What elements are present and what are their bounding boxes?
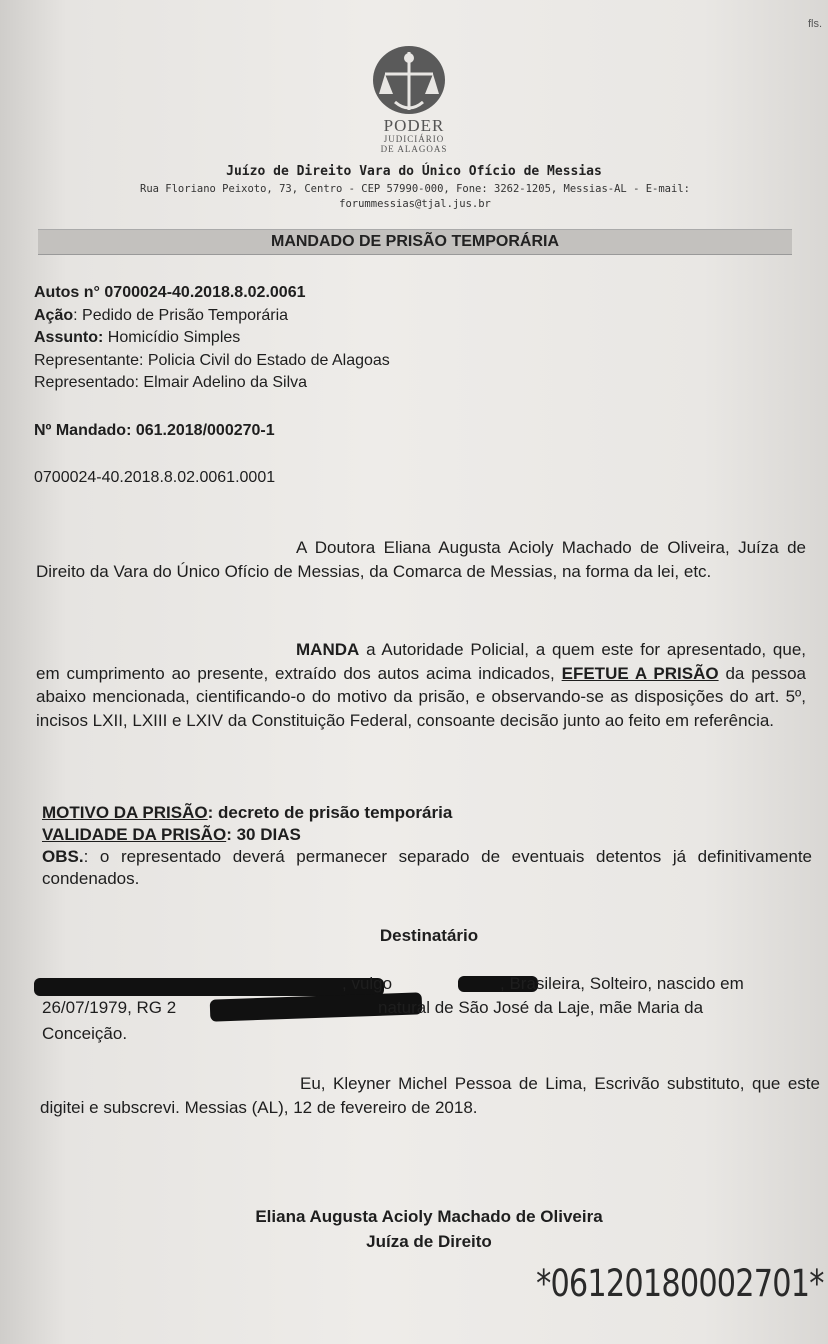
redaction-name: [34, 978, 384, 996]
representado-label: Representado:: [34, 374, 139, 391]
destinatario-line-2: [42, 996, 822, 1022]
representado-row: [34, 372, 390, 395]
representante-row: [34, 350, 390, 373]
representante-label: Representante:: [34, 351, 144, 369]
autos-label: Autos n°: [34, 284, 100, 301]
manda-text-after: da pessoa abaixo mencionada, cientificando-o do motivo da prisão, e observando-se as disposições do art. 5º, incisos LXII, LXIII e LXIV da Constituição Federal, consoante decisão junto ao feito em referência.: [36, 663, 807, 730]
motivo-value: decreto de prisão temporária: [218, 803, 453, 822]
destinatario-block: [42, 972, 822, 1046]
court-address: [40, 182, 790, 212]
document-title: MANDADO DE PRISÃO TEMPORÁRIA: [38, 229, 792, 255]
autos-row: [34, 282, 390, 305]
acao-value: Pedido de Prisão Temporária: [82, 306, 289, 324]
obs-row: [42, 846, 812, 890]
intro-paragraph: A Doutora Eliana Augusta Acioly Machado de Oliveira, Juíza de Direito da Vara do Único Ofício de Messias, da Comarca de Messias, na forma da lei, etc.: [36, 538, 806, 581]
natural-text: natural de São José da Laje, mãe Maria da: [378, 998, 704, 1017]
vulgo-text: , vulgo: [342, 974, 393, 993]
mandado-number: [34, 422, 275, 440]
barcode-text: *06120180002701*: [536, 1262, 824, 1305]
assunto-label: Assunto:: [34, 329, 104, 346]
signature-block: [0, 1204, 828, 1254]
validade-value: 30 DIAS: [236, 825, 301, 844]
judiciario-word: JUDICIÁRIO: [383, 134, 445, 144]
representante-value: Policia Civil do Estado de Alagoas: [147, 351, 390, 369]
state-word: DE ALAGOAS: [380, 144, 448, 154]
autos-value: 0700024-40.2018.8.02.0061: [104, 284, 306, 301]
page-marker: fls.: [807, 18, 822, 30]
motivo-block: [42, 802, 812, 890]
manda-paragraph: [36, 638, 806, 732]
motivo-label: MOTIVO DA PRISÃO: [42, 803, 208, 822]
obs-value: : o representado deverá permanecer separado de eventuais detentos já definitivamente condenados.: [42, 847, 812, 888]
assunto-value: Homicídio Simples: [107, 329, 241, 346]
motivo-row: MOTIVO DA PRISÃO: decreto de prisão temporária: [42, 803, 453, 822]
birth-rg-text: 26/07/1979, RG 2: [42, 998, 177, 1017]
signer-name: Eliana Augusta Acioly Machado de Oliveira: [255, 1207, 603, 1226]
efetue-prisao: EFETUE A PRISÃO: [561, 663, 719, 683]
mandado-value: 061.2018/000270-1: [135, 422, 275, 439]
acao-label: Ação: [34, 306, 74, 324]
poder-judiciario-logo: [0, 118, 828, 154]
address-line-1: Rua Floriano Peixoto, 73, Centro - CEP 57990-000, Fone: 3262-1205, Messias-AL - E-mail:: [140, 183, 690, 195]
signer-role: Juíza de Direito: [366, 1232, 492, 1251]
acao-row: Ação: Pedido de Prisão Temporária: [34, 306, 289, 324]
court-emblem-icon: [371, 44, 447, 116]
poder-word: PODER: [383, 116, 445, 135]
document-number: 0700024-40.2018.8.02.0061.0001: [34, 469, 276, 486]
destinatario-line-1: [42, 972, 822, 996]
representado-value: Elmair Adelino da Silva: [143, 374, 308, 391]
obs-label: OBS.: [42, 847, 84, 866]
case-fields: [34, 282, 390, 395]
validade-row: VALIDADE DA PRISÃO: 30 DIAS: [42, 825, 301, 844]
manda-word: MANDA: [296, 640, 360, 659]
validade-label: VALIDADE DA PRISÃO: [42, 825, 227, 844]
mandado-label: Nº Mandado:: [34, 422, 132, 439]
court-name: Juízo de Direito Vara do Único Ofício de Messias: [226, 164, 602, 179]
destinatario-line-3: Conceição.: [42, 1024, 128, 1043]
nationality-text: , Brasileira, Solteiro, nascido em: [500, 974, 744, 993]
destinatario-heading: Destinatário: [379, 926, 479, 945]
manda-text-before: a Autoridade Policial, a quem este for apresentado, que, em cumprimento ao presente, extraído dos autos acima indicados,: [36, 640, 806, 683]
address-line-2: forummessias@tjal.jus.br: [339, 198, 491, 210]
assunto-row: [34, 327, 390, 350]
closing-paragraph: Eu, Kleyner Michel Pessoa de Lima, Escrivão substituto, que este digitei e subscrevi. Messias (AL), 12 de fevereiro de 2018.: [40, 1074, 820, 1117]
